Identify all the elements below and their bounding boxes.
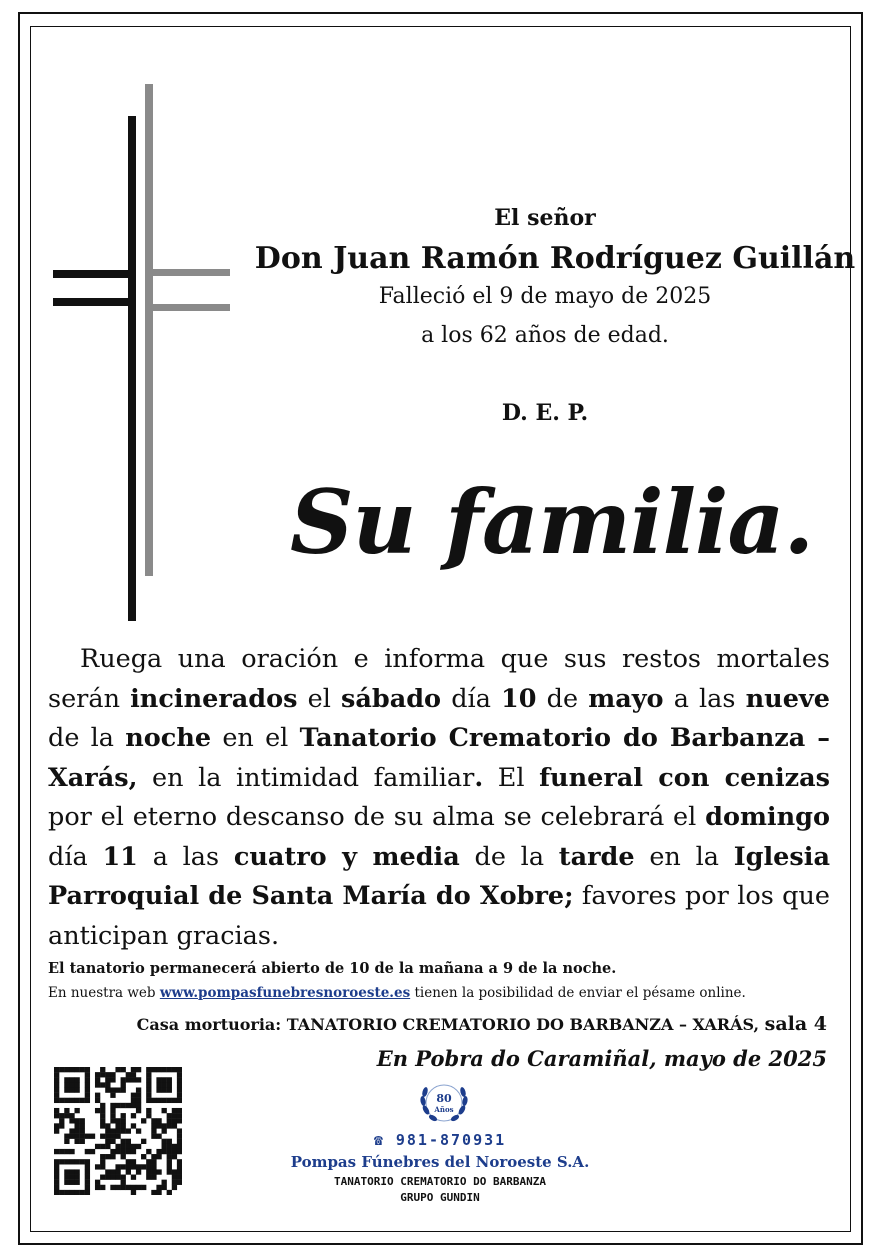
su-familia-heading: Su familia.: [290, 470, 814, 574]
deceased-name: Don Juan Ramón Rodríguez Guillán: [254, 241, 856, 276]
deceased-age: a los 62 años de edad.: [421, 323, 669, 348]
death-date: Falleció el 9 de mayo de 2025: [378, 284, 712, 309]
casa-mortuoria: Casa mortuoria: TANATORIO CREMATORIO DO BARBANZA – XARÁS, sala 4: [136, 1013, 827, 1035]
company-name: Pompas Fúnebres del Noroeste S.A.: [290, 1153, 590, 1171]
company-group: GRUPO GUNDIN: [400, 1191, 480, 1204]
announcement-paragraph: Ruega una oración e informa que sus restos mortales serán incinerados el sábado día 10 de mayo a las nueve de la noche en el Tanatorio Crematorio do Barbanza – Xarás, en la intimidad familiar. El funeral con cenizas por el eterno descanso de su alma se celebrará el domingo día 11 a las cuatro y media de la tarde en la Iglesia Parroquial de Santa María do Xobre; favores por los que anticipan gracias.: [48, 644, 831, 951]
phone-icon: ☎: [373, 1131, 385, 1149]
badge-number: 80: [436, 1092, 452, 1105]
company-tanatorio: TANATORIO CREMATORIO DO BARBANZA: [334, 1175, 546, 1188]
dep-text: D. E. P.: [501, 400, 589, 426]
website-link[interactable]: www.pompasfunebresnoroeste.es: [159, 985, 411, 1001]
deceased-title: El señor: [494, 205, 596, 231]
place-and-date: En Pobra do Caramiñal, mayo de 2025: [376, 1046, 827, 1071]
qr-code-icon[interactable]: [54, 1067, 182, 1195]
web-note: En nuestra web www.pompasfunebresnoroeste.es tienen la posibilidad de enviar el pésame online.: [48, 985, 746, 1001]
tanatorio-hours-note: El tanatorio permanecerá abierto de 10 de la mañana a 9 de la noche.: [48, 960, 617, 977]
cross-icon: [50, 84, 240, 629]
anniversary-badge-icon: [416, 1078, 472, 1136]
phone-number[interactable]: ☎ 981-870931: [373, 1131, 507, 1149]
badge-word: Años: [434, 1105, 454, 1114]
